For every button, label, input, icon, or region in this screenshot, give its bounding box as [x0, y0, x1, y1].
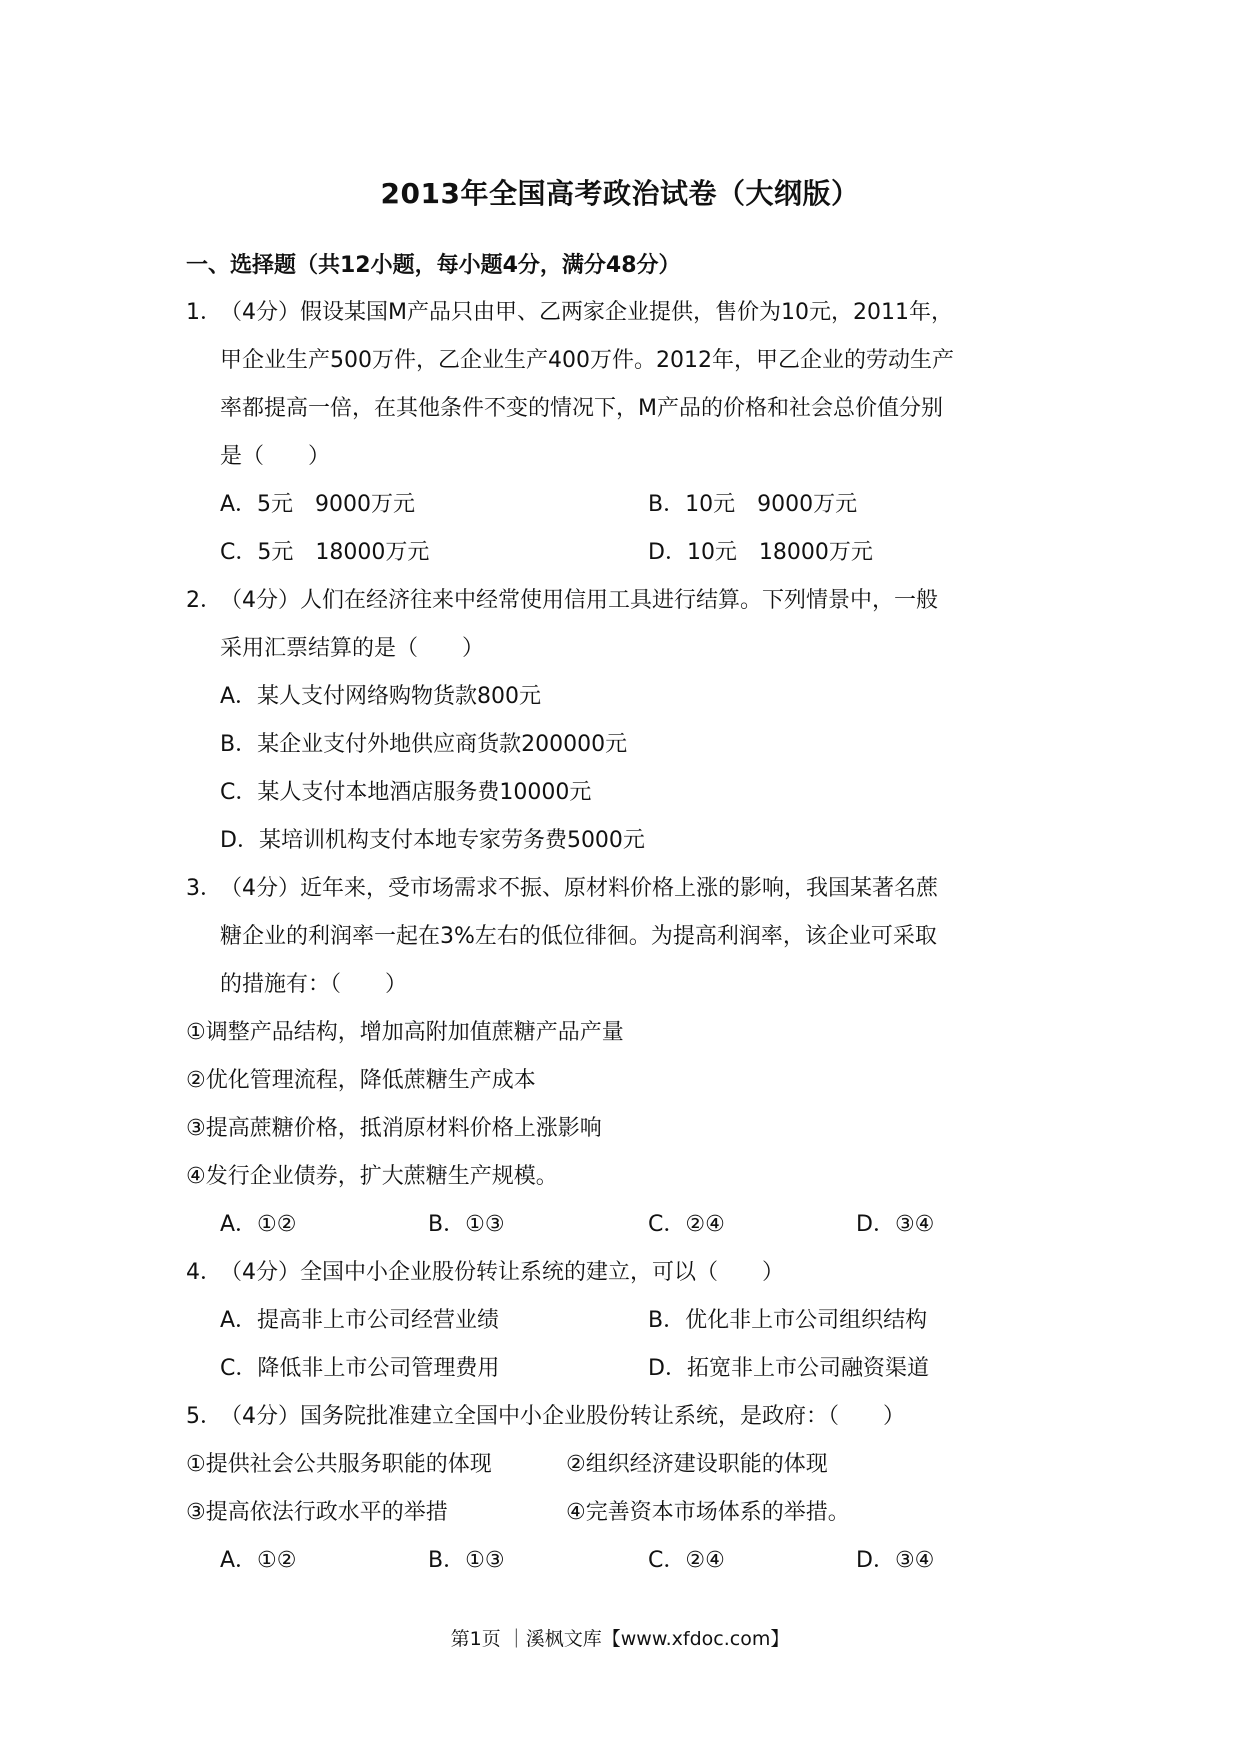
question-2-option-d: D．某培训机构支付本地专家劳务费5000元: [220, 828, 645, 853]
question-1-option-b: B．10元 9000万元: [648, 492, 858, 517]
question-5-item-1: ①提供社会公共服务职能的体现: [186, 1452, 492, 1477]
question-3-item-3: ③提高蔗糖价格，抵消原材料价格上涨影响: [186, 1116, 602, 1141]
question-4-option-a: A．提高非上市公司经营业绩: [220, 1308, 500, 1333]
question-number-3: 3．: [186, 876, 222, 901]
question-5-option-a: A．①②: [220, 1548, 297, 1573]
question-1-line-1: （4分）假设某国M产品只由甲、乙两家企业提供，售价为10元，2011年，: [220, 300, 953, 325]
question-number-1: 1．: [186, 300, 222, 325]
question-2-line-1: （4分）人们在经济往来中经常使用信用工具进行结算。下列情景中，一般: [220, 588, 938, 613]
question-2-line-2: 采用汇票结算的是（ ）: [220, 636, 485, 661]
question-2-option-b: B．某企业支付外地供应商货款200000元: [220, 732, 628, 757]
question-5-option-b: B．①③: [428, 1548, 505, 1573]
question-3-item-4: ④发行企业债券，扩大蔗糖生产规模。: [186, 1164, 558, 1189]
question-5-line-1: （4分）国务院批准建立全国中小企业股份转让系统，是政府：（ ）: [220, 1404, 905, 1429]
question-3-option-a: A．①②: [220, 1212, 297, 1237]
question-number-4: 4．: [186, 1260, 222, 1285]
question-5-option-c: C．②④: [648, 1548, 725, 1573]
question-number-2: 2．: [186, 588, 222, 613]
page-title: 2013年全国高考政治试卷（大纲版）: [380, 177, 860, 210]
question-5-item-2: ②组织经济建设职能的体现: [566, 1452, 828, 1477]
section-heading: 一、选择题（共12小题，每小题4分，满分48分）: [186, 253, 681, 278]
question-4-option-c: C．降低非上市公司管理费用: [220, 1356, 500, 1381]
question-2-option-c: C．某人支付本地酒店服务费10000元: [220, 780, 592, 805]
question-1-line-2: 甲企业生产500万件，乙企业生产400万件。2012年，甲乙企业的劳动生产: [220, 348, 954, 373]
question-2-option-a: A．某人支付网络购物货款800元: [220, 684, 542, 709]
question-5-item-4: ④完善资本市场体系的举措。: [566, 1500, 850, 1525]
question-3-line-1: （4分）近年来，受市场需求不振、原材料价格上涨的影响，我国某著名蔗: [220, 876, 938, 901]
question-3-item-1: ①调整产品结构，增加高附加值蔗糖产品产量: [186, 1020, 624, 1045]
question-1-option-d: D．10元 18000万元: [648, 540, 873, 565]
question-1-option-a: A．5元 9000万元: [220, 492, 416, 517]
question-1-line-4: 是（ ）: [220, 444, 331, 469]
question-number-5: 5．: [186, 1404, 222, 1429]
question-3-line-3: 的措施有：（ ）: [220, 972, 408, 997]
question-1-option-c: C．5元 18000万元: [220, 540, 430, 565]
question-3-line-2: 糖企业的利润率一起在3%左右的低位徘徊。为提高利润率，该企业可采取: [220, 924, 937, 949]
question-4-line-1: （4分）全国中小企业股份转让系统的建立，可以（ ）: [220, 1260, 784, 1285]
question-4-option-b: B．优化非上市公司组织结构: [648, 1308, 928, 1333]
question-5-item-3: ③提高依法行政水平的举措: [186, 1500, 448, 1525]
question-3-option-d: D．③④: [856, 1212, 935, 1237]
question-4-option-d: D．拓宽非上市公司融资渠道: [648, 1356, 929, 1381]
question-3-option-b: B．①③: [428, 1212, 505, 1237]
question-3-option-c: C．②④: [648, 1212, 725, 1237]
question-5-option-d: D．③④: [856, 1548, 935, 1573]
question-1-line-3: 率都提高一倍，在其他条件不变的情况下，M产品的价格和社会总价值分别: [220, 396, 943, 421]
page-footer: 第1页 ｜溪枫文库【www.xfdoc.com】: [450, 1628, 790, 1650]
question-3-item-2: ②优化管理流程，降低蔗糖生产成本: [186, 1068, 536, 1093]
